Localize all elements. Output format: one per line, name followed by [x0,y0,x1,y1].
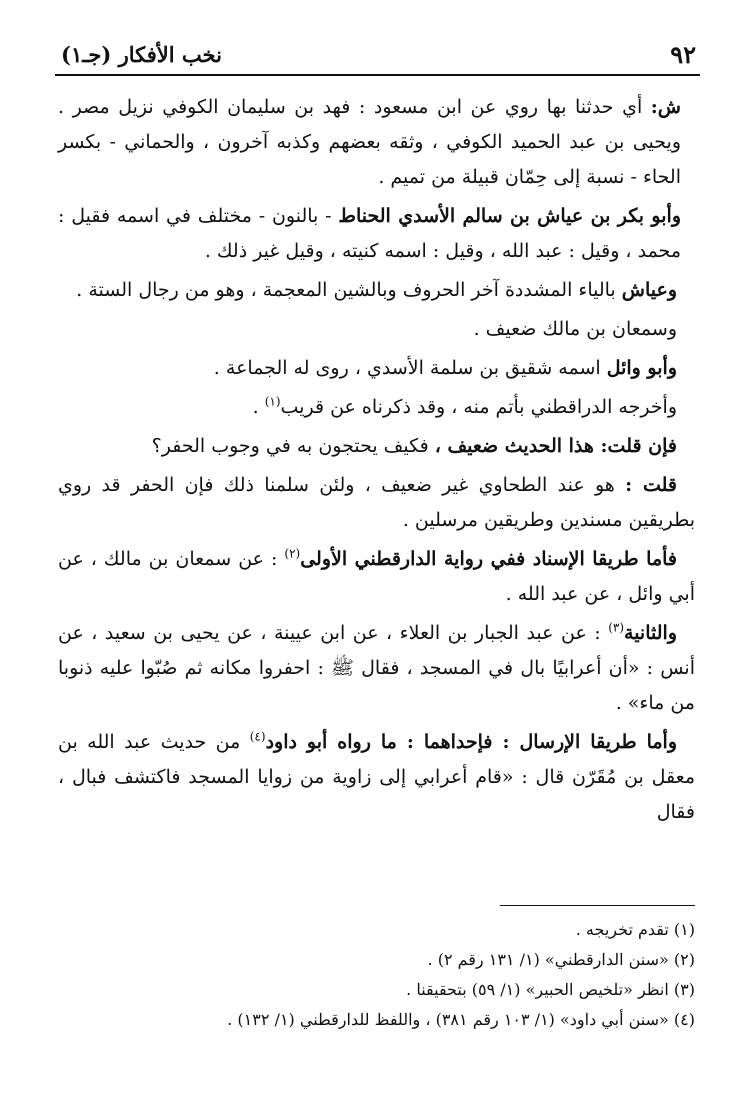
paragraph-text: : عن سمعان بن مالك ، عن أبي وائل ، عن عبد الله . [58,548,695,605]
paragraph-text: أي حدثنا بها روي عن ابن مسعود : فهد بن سليمان الكوفي نزيل مصر . ويحيى بن عبد الحميد الكوفي ، وثقه بعضهم وكذبه آخرون ، والحماني - بكسر الحاء - نسبة إلى حِمّان قبيلة من تميم . [58,96,681,188]
paragraph-lead: فأما طريقا الإسناد ففي رواية الدارقطني الأولى [300,548,678,570]
paragraph-lead: وعياش [621,279,677,301]
paragraph-tail: . [252,396,265,418]
footnote-ref[interactable]: (٣) [608,620,625,635]
paragraph-text: - بالنون - مختلف في اسمه فقيل : محمد ، وقيل : عبد الله ، وقيل : اسمه كنيته ، وقيل غير ذلك . [58,205,681,262]
paragraph-lead: ش: [650,96,681,118]
paragraph-text: هو عند الطحاوي غير ضعيف ، ولئن سلمنا ذلك فإن الحفر قد روي بطريقين مسندين وطريقين مرسلين . [58,474,695,531]
paragraph [58,312,695,347]
paragraph-lead: فإن قلت: هذا الحديث ضعيف ، [434,435,677,457]
footnote-ref[interactable]: (٤) [249,729,266,744]
footnote-divider [500,905,695,906]
footnote: (٣) انظر «تلخيص الحبير» (١/ ٥٩) بتحقيقنا . [406,980,695,999]
paragraph-text: بالياء المشددة آخر الحروف وبالشين المعجمة ، وهو من رجال الستة . [76,279,622,301]
paragraph-lead: وأبو بكر بن عياش بن سالم الأسدي الحناط [338,205,681,227]
paragraph [58,616,695,721]
paragraph-text: اسمه شقيق بن سلمة الأسدي ، روى له الجماعة . [213,357,607,379]
paragraph-text: وسمعان بن مالك ضعيف . [473,318,677,340]
main-text [58,90,695,834]
paragraph-text: : عن عبد الجبار بن العلاء ، عن ابن عيينة ، عن يحيى بن سعيد ، عن أنس : «أن أعرابيًا بال في المسجد ، فقال ﷺ : احفروا مكانه ثم صُبّوا عليه ذنوبا من ماء» . [58,622,695,714]
running-title: نخب الأفكار (جـ١) [61,42,222,67]
footnote-ref[interactable]: (١) [264,394,281,409]
paragraph [58,390,695,425]
paragraph [58,542,695,612]
paragraph [58,429,695,464]
paragraph [58,725,695,830]
paragraph-lead: قلت : [625,474,677,496]
footnotes [58,915,695,1035]
page-number: ٩٢ [670,40,696,69]
paragraph [58,273,695,308]
paragraph-lead: والثانية [624,622,677,644]
paragraph [58,351,695,386]
paragraph-lead: وأما طريقا الإرسال : فإحداهما : ما رواه أبو داود [265,731,677,753]
paragraph [58,468,695,538]
footnote: (١) تقدم تخريجه . [575,920,695,939]
paragraph-lead: وأبو وائل [606,357,677,379]
footnote-ref[interactable]: (٢) [284,546,301,561]
paragraph-text: فكيف يحتجون به في وجوب الحفر؟ [151,435,435,457]
footnote: (٤) «سنن أبي داود» (١/ ١٠٣ رقم ٣٨١) ، واللفظ للدارقطني (١/ ١٣٢) . [227,1010,695,1029]
paragraph-text: من حديث عبد الله بن معقل بن مُقَرّن قال : «قام أعرابي إلى زاوية من زوايا المسجد فاكتشف فبال ، فقال [58,731,695,823]
paragraph [58,90,695,195]
page-header [55,36,700,76]
footnote: (٢) «سنن الدارقطني» (١/ ١٣١ رقم ٢) . [427,950,695,969]
paragraph-text: وأخرجه الدراقطني بأتم منه ، وقد ذكرناه عن قريب [280,396,677,418]
paragraph [58,199,695,269]
